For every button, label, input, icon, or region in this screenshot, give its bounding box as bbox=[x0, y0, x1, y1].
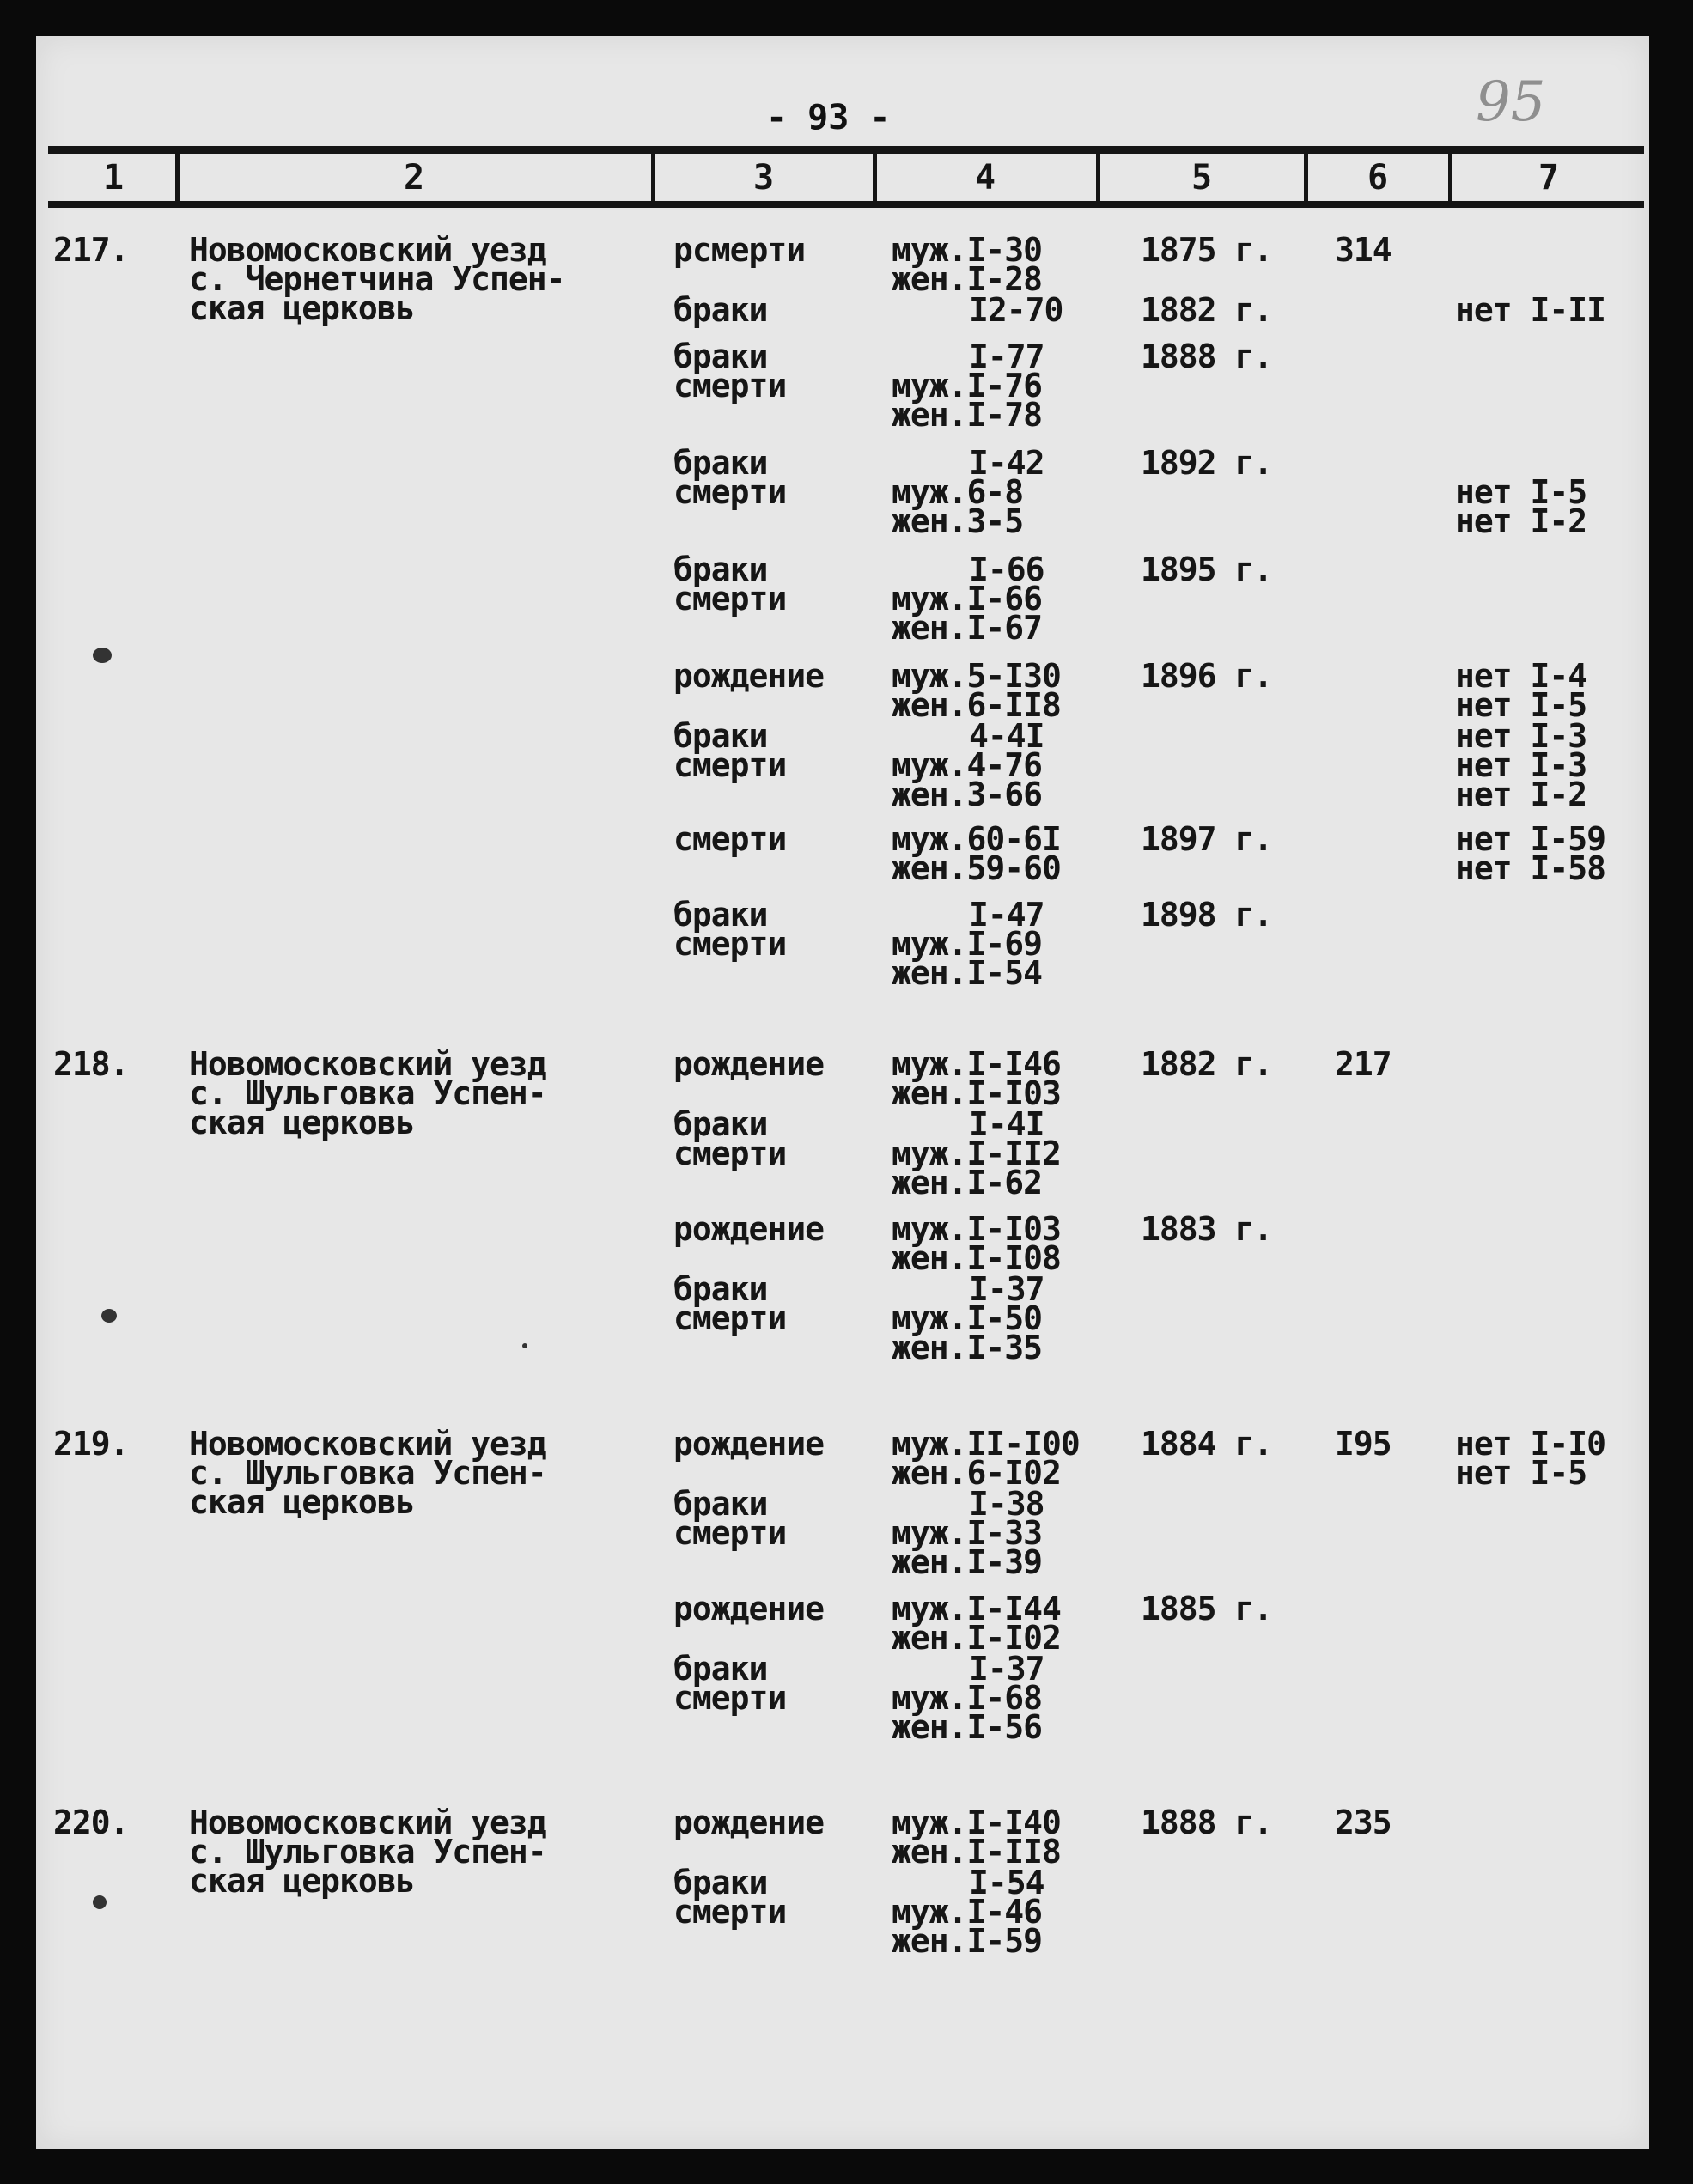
record-range: муж.I-I46 bbox=[892, 1045, 1061, 1083]
record-range: муж.I-68 bbox=[892, 1679, 1043, 1717]
record-range: жен.I-I03 bbox=[892, 1074, 1061, 1112]
entry-count: 235 bbox=[1335, 1804, 1392, 1841]
record-type: смерти bbox=[673, 820, 787, 858]
column-header-5: 5 bbox=[1191, 158, 1213, 198]
record-missing-note: нет I-3 bbox=[1455, 746, 1587, 784]
entry-number: 218. bbox=[53, 1045, 129, 1083]
record-type: рождение bbox=[673, 1425, 825, 1463]
entry-description-line: Новомосковский уезд bbox=[189, 1425, 546, 1463]
entry-count: 314 bbox=[1335, 231, 1392, 269]
record-missing-note: нет I-4 bbox=[1455, 657, 1587, 695]
record-year: 1884 г. bbox=[1141, 1425, 1273, 1463]
record-type: браки bbox=[673, 1270, 768, 1308]
column-header-4: 4 bbox=[974, 158, 996, 198]
column-divider bbox=[1304, 149, 1308, 204]
record-year: 1875 г. bbox=[1141, 231, 1273, 269]
record-type: браки bbox=[673, 717, 768, 755]
record-range: жен.6-I02 bbox=[892, 1454, 1061, 1492]
entry-description-line: ская церковь bbox=[189, 1862, 415, 1900]
record-range: I-77 bbox=[969, 338, 1044, 375]
record-year: 1885 г. bbox=[1141, 1590, 1273, 1627]
record-range: жен.I-78 bbox=[892, 396, 1043, 434]
entry-number: 217. bbox=[53, 231, 129, 269]
record-range: жен.6-II8 bbox=[892, 686, 1061, 724]
record-type: браки bbox=[673, 1650, 768, 1688]
record-range: 4-4I bbox=[969, 717, 1044, 755]
record-range: I-4I bbox=[969, 1105, 1044, 1143]
record-range: муж.I-66 bbox=[892, 580, 1043, 617]
record-range: муж.4-76 bbox=[892, 746, 1043, 784]
table-header-top-rule bbox=[48, 146, 1644, 154]
typed-page-mark: - 93 - bbox=[766, 98, 891, 137]
record-range: жен.I-I02 bbox=[892, 1619, 1061, 1657]
record-range: муж.I-69 bbox=[892, 925, 1043, 963]
record-range: муж.I-I03 bbox=[892, 1210, 1061, 1248]
record-type: браки bbox=[673, 444, 768, 482]
record-range: I-42 bbox=[969, 444, 1044, 482]
record-range: жен.I-I08 bbox=[892, 1239, 1061, 1277]
record-range: жен.I-67 bbox=[892, 609, 1043, 647]
record-type: смерти bbox=[673, 746, 787, 784]
record-range: жен.59-60 bbox=[892, 849, 1061, 887]
record-year: 1895 г. bbox=[1141, 551, 1273, 588]
record-range: муж.6-8 bbox=[892, 473, 1024, 511]
record-year: 1882 г. bbox=[1141, 291, 1273, 329]
record-type: рождение bbox=[673, 1590, 825, 1627]
record-range: жен.I-59 bbox=[892, 1922, 1043, 1960]
record-type: смерти bbox=[673, 1299, 787, 1337]
paper-speck bbox=[101, 1309, 117, 1323]
column-header-6: 6 bbox=[1367, 158, 1389, 198]
record-missing-note: нет I-3 bbox=[1455, 717, 1587, 755]
record-type: браки bbox=[673, 551, 768, 588]
table-header-bottom-rule bbox=[48, 201, 1644, 208]
record-missing-note: нет I-59 bbox=[1455, 820, 1606, 858]
record-range: жен.I-39 bbox=[892, 1543, 1043, 1581]
record-range: муж.60-6I bbox=[892, 820, 1061, 858]
record-type: рождение bbox=[673, 1804, 825, 1841]
record-type: браки bbox=[673, 1864, 768, 1901]
entry-description-line: ская церковь bbox=[189, 1104, 415, 1141]
record-type: браки bbox=[673, 896, 768, 934]
record-type: смерти bbox=[673, 1893, 787, 1931]
record-type: смерти bbox=[673, 367, 787, 405]
record-type: рождение bbox=[673, 1210, 825, 1248]
entry-description-line: ская церковь bbox=[189, 289, 415, 327]
record-range: муж.I-I44 bbox=[892, 1590, 1061, 1627]
record-type: рождение bbox=[673, 657, 825, 695]
paper-speck bbox=[93, 1895, 107, 1909]
entry-description-line: с. Чернетчина Успен- bbox=[189, 260, 565, 298]
record-year: 1892 г. bbox=[1141, 444, 1273, 482]
entry-count: I95 bbox=[1335, 1425, 1392, 1463]
record-year: 1882 г. bbox=[1141, 1045, 1273, 1083]
entry-description-line: с. Шульговка Успен- bbox=[189, 1074, 546, 1112]
record-missing-note: нет I-5 bbox=[1455, 1454, 1587, 1492]
record-missing-note: нет I-58 bbox=[1455, 849, 1606, 887]
column-header-2: 2 bbox=[403, 158, 425, 198]
record-missing-note: нет I-II bbox=[1455, 291, 1606, 329]
record-range: муж.I-II2 bbox=[892, 1135, 1061, 1172]
record-range: I-37 bbox=[969, 1650, 1044, 1688]
record-year: 1896 г. bbox=[1141, 657, 1273, 695]
record-missing-note: нет I-2 bbox=[1455, 776, 1587, 813]
record-range: муж.I-76 bbox=[892, 367, 1043, 405]
record-year: 1883 г. bbox=[1141, 1210, 1273, 1248]
paper-speck bbox=[522, 1343, 527, 1348]
record-range: I2-70 bbox=[969, 291, 1063, 329]
record-type: смерти bbox=[673, 473, 787, 511]
record-type: браки bbox=[673, 338, 768, 375]
record-type: браки bbox=[673, 1485, 768, 1523]
record-type: смерти bbox=[673, 1135, 787, 1172]
record-type: смерти bbox=[673, 1514, 787, 1552]
record-range: жен.I-35 bbox=[892, 1329, 1043, 1366]
record-range: жен.3-5 bbox=[892, 502, 1024, 540]
record-type: смерти bbox=[673, 925, 787, 963]
record-missing-note: нет I-I0 bbox=[1455, 1425, 1606, 1463]
entry-description-line: Новомосковский уезд bbox=[189, 1804, 546, 1841]
entry-description-line: ская церковь bbox=[189, 1483, 415, 1521]
record-type: браки bbox=[673, 291, 768, 329]
column-divider bbox=[1448, 149, 1452, 204]
entry-description-line: Новомосковский уезд bbox=[189, 1045, 546, 1083]
record-type: браки bbox=[673, 1105, 768, 1143]
column-divider bbox=[175, 149, 180, 204]
entry-description-line: Новомосковский уезд bbox=[189, 231, 546, 269]
column-header-1: 1 bbox=[102, 158, 125, 198]
record-year: 1888 г. bbox=[1141, 1804, 1273, 1841]
record-range: жен.3-66 bbox=[892, 776, 1043, 813]
record-range: жен.I-54 bbox=[892, 954, 1043, 992]
record-range: I-37 bbox=[969, 1270, 1044, 1308]
column-header-3: 3 bbox=[752, 158, 775, 198]
record-range: муж.I-50 bbox=[892, 1299, 1043, 1337]
handwritten-page-number: 95 bbox=[1476, 70, 1546, 134]
record-range: муж.I-33 bbox=[892, 1514, 1043, 1552]
record-type: смерти bbox=[673, 1679, 787, 1717]
entry-description-line: с. Шульговка Успен- bbox=[189, 1833, 546, 1871]
column-header-7: 7 bbox=[1538, 158, 1560, 198]
record-year: 1888 г. bbox=[1141, 338, 1273, 375]
record-missing-note: нет I-2 bbox=[1455, 502, 1587, 540]
record-range: муж.I-30 bbox=[892, 231, 1043, 269]
record-range: жен.I-28 bbox=[892, 260, 1043, 298]
entry-number: 220. bbox=[53, 1804, 129, 1841]
record-range: I-66 bbox=[969, 551, 1044, 588]
record-range: муж.I-I40 bbox=[892, 1804, 1061, 1841]
record-type: рсмерти bbox=[673, 231, 806, 269]
record-range: жен.I-62 bbox=[892, 1164, 1043, 1202]
record-missing-note: нет I-5 bbox=[1455, 686, 1587, 724]
paper-speck bbox=[93, 648, 112, 663]
record-year: 1898 г. bbox=[1141, 896, 1273, 934]
record-range: жен.I-II8 bbox=[892, 1833, 1061, 1871]
column-divider bbox=[873, 149, 877, 204]
record-type: смерти bbox=[673, 580, 787, 617]
record-missing-note: нет I-5 bbox=[1455, 473, 1587, 511]
entry-description-line: с. Шульговка Успен- bbox=[189, 1454, 546, 1492]
entry-number: 219. bbox=[53, 1425, 129, 1463]
record-range: муж.5-I30 bbox=[892, 657, 1061, 695]
column-divider bbox=[651, 149, 655, 204]
document-page bbox=[36, 36, 1649, 2149]
record-range: жен.I-56 bbox=[892, 1708, 1043, 1746]
record-year: 1897 г. bbox=[1141, 820, 1273, 858]
column-divider bbox=[1096, 149, 1100, 204]
record-range: муж.II-I00 bbox=[892, 1425, 1080, 1463]
entry-count: 217 bbox=[1335, 1045, 1392, 1083]
record-range: I-54 bbox=[969, 1864, 1044, 1901]
record-range: I-38 bbox=[969, 1485, 1044, 1523]
record-type: рождение bbox=[673, 1045, 825, 1083]
record-range: I-47 bbox=[969, 896, 1044, 934]
record-range: муж.I-46 bbox=[892, 1893, 1043, 1931]
